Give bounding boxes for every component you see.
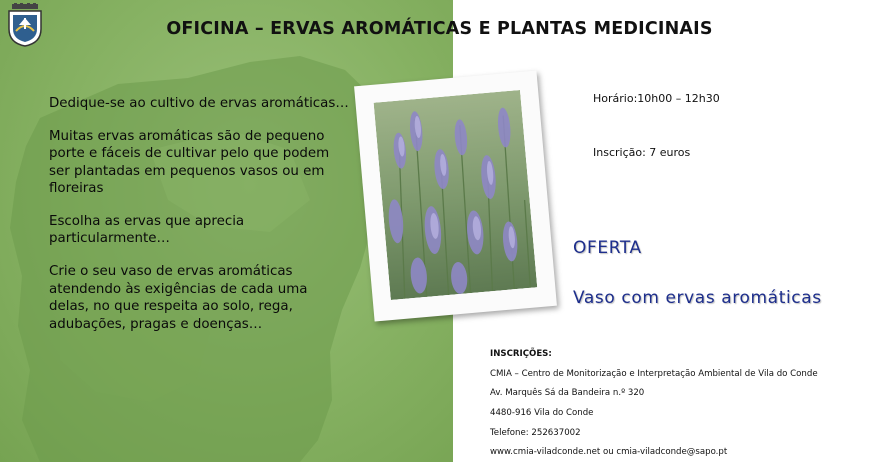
registration-postcode: 4480-916 Vila do Conde	[490, 408, 594, 419]
photo-frame	[354, 70, 557, 321]
price-text: Inscrição: 7 euros	[593, 146, 691, 159]
registration-heading: INSCRIÇÕES:	[490, 349, 552, 359]
registration-center: CMIA – Centro de Monitorização e Interpretação Ambiental de Vila do Conde	[490, 368, 818, 379]
offer-item: Vaso com ervas aromáticas	[573, 288, 822, 308]
registration-phone: Telefone: 252637002	[490, 427, 581, 438]
registration-address: Av. Marquês Sá da Bandeira n.º 320	[490, 388, 645, 399]
page-title: OFICINA – ERVAS AROMÁTICAS E PLANTAS MEDICINAIS	[166, 19, 713, 39]
description-text	[49, 95, 349, 348]
paragraph-choose-herbs: Escolha as ervas que aprecia particularmente…	[49, 214, 245, 247]
paragraph-small-plants: Muitas ervas aromáticas são de pequeno porte e fáceis de cultivar pelo que podem ser plantadas em pequenos vasos ou em floreiras	[49, 128, 330, 197]
offer-heading: OFERTA	[573, 238, 642, 258]
lavender-photo	[374, 90, 538, 300]
registration-info	[490, 345, 818, 462]
paragraph-create-pot: Crie o seu vaso de ervas aromáticas atendendo às exigências de cada uma delas, no que respeita ao solo, rega, adubações, pragas e doenças…	[49, 264, 308, 332]
schedule-text: Horário:10h00 – 12h30	[593, 92, 720, 105]
paragraph-intro: Dedique-se ao cultivo de ervas aromáticas…	[49, 96, 349, 111]
registration-web-email: www.cmia-viladconde.net ou cmia-viladconde@sapo.pt	[490, 447, 728, 458]
